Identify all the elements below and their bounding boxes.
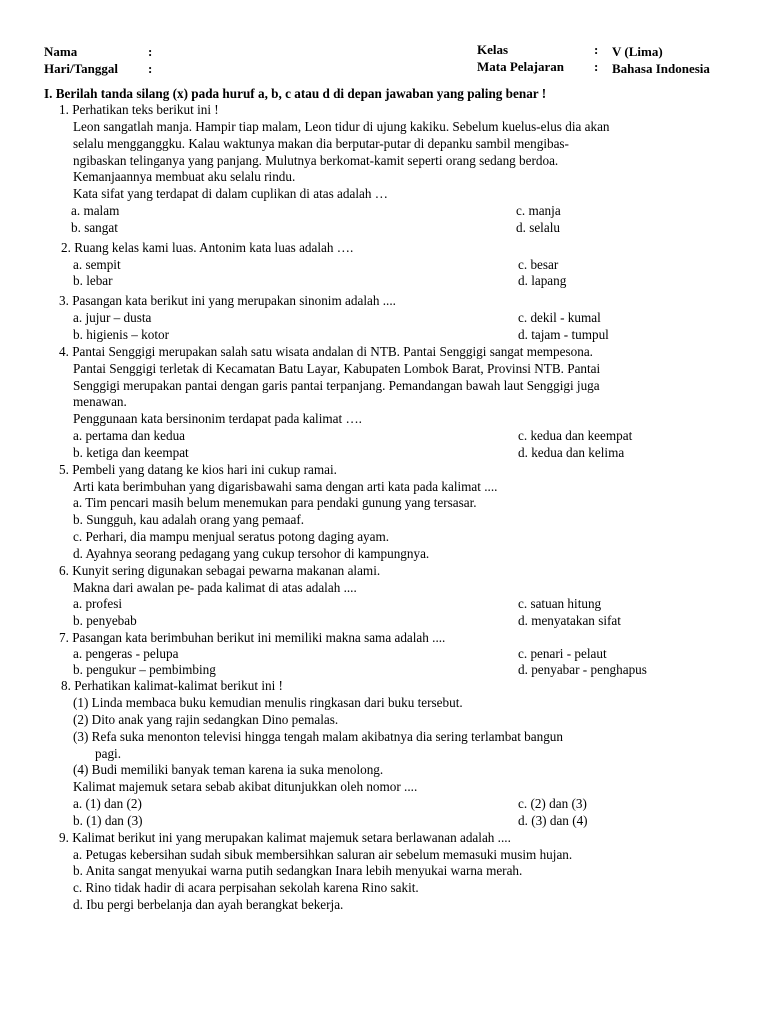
- question-8-prompt: Kalimat majemuk setara sebab akibat ditunjukkan oleh nomor ....: [73, 779, 418, 795]
- kelas-value: V (Lima): [612, 44, 663, 59]
- option-a[interactable]: a. malam: [71, 203, 120, 219]
- question-9: [44, 830, 744, 914]
- option-b[interactable]: b. Sungguh, kau adalah orang yang pemaaf.: [73, 512, 305, 528]
- option-a[interactable]: a. Petugas kebersihan sudah sibuk membersihkan saluran air sebelum memasuki musim hujan.: [73, 846, 573, 862]
- hari-tanggal-colon: :: [148, 61, 153, 76]
- mata-pelajaran-value: Bahasa Indonesia: [612, 61, 710, 76]
- option-c[interactable]: c. Perhari, dia mampu menjual seratus potong daging ayam.: [73, 529, 390, 545]
- question-8-sentence-3: (3) Refa suka menonton televisi hingga tengah malam akibatnya dia sering terlambat bangun: [73, 728, 563, 744]
- option-b[interactable]: b. penyebab: [73, 613, 137, 629]
- question-5: [44, 462, 744, 563]
- option-a[interactable]: a. profesi: [73, 596, 123, 612]
- hari-tanggal-label: Hari/Tanggal: [44, 61, 118, 76]
- question-4-passage-line: menawan.: [73, 394, 127, 410]
- option-a[interactable]: a. pertama dan kedua: [73, 428, 186, 444]
- option-c[interactable]: c. Rino tidak hadir di acara perpisahan sekolah karena Rino sakit.: [73, 880, 419, 896]
- option-a[interactable]: a. jujur – dusta: [73, 310, 152, 326]
- option-c[interactable]: c. satuan hitung: [518, 596, 602, 612]
- question-8-sentence-3-cont: pagi.: [95, 745, 122, 761]
- question-6-stem: 6. Kunyit sering digunakan sebagai pewarna makanan alami.: [59, 562, 381, 578]
- option-d[interactable]: d. Ibu pergi berbelanja dan ayah berangkat bekerja.: [73, 897, 344, 913]
- question-5-stem: 5. Pembeli yang datang ke kios hari ini cukup ramai.: [59, 461, 337, 477]
- question-1: [44, 102, 744, 237]
- question-2-stem: 2. Ruang kelas kami luas. Antonim kata luas adalah ….: [61, 239, 354, 255]
- option-d[interactable]: d. Ayahnya seorang pedagang yang cukup tersohor di kampungnya.: [73, 545, 430, 561]
- option-b[interactable]: b. Anita sangat menyukai warna putih sedangkan Inara lebih menyukai warna merah.: [73, 863, 523, 879]
- question-1-stem: 1. Perhatikan teks berikut ini !: [59, 102, 219, 117]
- mata-pelajaran-label: Mata Pelajaran: [477, 59, 565, 74]
- option-c[interactable]: c. besar: [518, 256, 559, 272]
- question-4-passage-line: Senggigi merupakan pantai dengan garis pantai terpanjang. Pemandangan bawah laut Senggigi juga: [73, 377, 600, 393]
- question-3-stem: 3. Pasangan kata berikut ini yang merupakan sinonim adalah ....: [59, 293, 396, 309]
- question-9-stem: 9. Kalimat berikut ini yang merupakan kalimat majemuk setara berlawanan adalah ....: [59, 829, 511, 845]
- question-1-passage-line: Leon sangatlah manja. Hampir tiap malam, Leon tidur di ujung kakiku. Sebelum kuelus-elus dia akan: [73, 118, 610, 134]
- question-1-passage-line: Kemanjaannya membuat aku selalu rindu.: [73, 169, 296, 185]
- option-b[interactable]: b. ketiga dan keempat: [73, 444, 189, 460]
- option-d[interactable]: d. menyatakan sifat: [518, 613, 621, 629]
- option-a[interactable]: a. Tim pencari masih belum menemukan para pendaki gunung yang tersasar.: [73, 495, 477, 511]
- option-b[interactable]: b. sangat: [71, 219, 118, 235]
- question-7: [44, 630, 744, 678]
- question-8: [44, 678, 744, 830]
- question-2: [44, 240, 744, 291]
- kelas-colon: :: [594, 42, 599, 57]
- option-d[interactable]: d. kedua dan kelima: [518, 444, 625, 460]
- question-4-passage-line: Pantai Senggigi terletak di Kecamatan Batu Layar, Kabupaten Lombok Barat, Provinsi NTB. Pantai: [73, 360, 601, 376]
- mata-pelajaran-colon: :: [594, 59, 599, 74]
- option-a[interactable]: a. pengeras - pelupa: [73, 645, 179, 661]
- question-1-passage-line: selalu mengganggku. Kalau waktunya makan dia berputar-putar di depanku sambil mengibas-: [73, 135, 569, 151]
- kelas-label: Kelas: [477, 42, 509, 57]
- option-b[interactable]: b. lebar: [73, 273, 113, 289]
- option-c[interactable]: c. (2) dan (3): [518, 796, 587, 812]
- question-8-sentence-2: (2) Dito anak yang rajin sedangkan Dino pemalas.: [73, 711, 339, 727]
- nama-label: Nama: [44, 44, 78, 59]
- question-8-sentence-4: (4) Budi memiliki banyak teman karena ia suka menolong.: [73, 762, 384, 778]
- option-b[interactable]: b. pengukur – pembimbing: [73, 662, 216, 678]
- question-1-prompt: Kata sifat yang terdapat di dalam cuplikan di atas adalah …: [73, 186, 388, 202]
- question-1-passage-line: ngibaskan telinganya yang panjang. Mulutnya berkomat-kamit seperti orang sedang berdoa.: [73, 152, 559, 168]
- question-4: [44, 344, 744, 462]
- question-5-prompt: Arti kata berimbuhan yang digarisbawahi sama dengan arti kata pada kalimat ....: [73, 478, 498, 494]
- option-d[interactable]: d. lapang: [518, 273, 567, 289]
- option-a[interactable]: a. (1) dan (2): [73, 796, 142, 812]
- nama-colon: :: [148, 44, 153, 59]
- question-3: [44, 293, 744, 344]
- option-b[interactable]: b. (1) dan (3): [73, 812, 143, 828]
- option-a[interactable]: a. sempit: [73, 256, 121, 272]
- option-c[interactable]: c. kedua dan keempat: [518, 428, 633, 444]
- option-c[interactable]: c. penari - pelaut: [518, 645, 607, 661]
- section-instruction: I. Berilah tanda silang (x) pada huruf a, b, c atau d di depan jawaban yang paling benar !: [44, 86, 547, 101]
- question-8-stem: 8. Perhatikan kalimat-kalimat berikut ini !: [61, 678, 283, 694]
- question-list: [44, 102, 744, 914]
- question-8-sentence-1: (1) Linda membaca buku kemudian menulis ringkasan dari buku tersebut.: [73, 695, 463, 710]
- option-d[interactable]: d. (3) dan (4): [518, 812, 588, 828]
- question-7-stem: 7. Pasangan kata berimbuhan berikut ini memiliki makna sama adalah ....: [59, 630, 446, 646]
- option-c[interactable]: c. dekil - kumal: [518, 310, 601, 326]
- option-d[interactable]: d. tajam - tumpul: [518, 326, 609, 342]
- question-4-prompt: Penggunaan kata bersinonim terdapat pada kalimat ….: [73, 411, 362, 427]
- question-6-prompt: Makna dari awalan pe- pada kalimat di atas adalah ....: [73, 579, 357, 595]
- question-4-stem: 4. Pantai Senggigi merupakan salah satu wisata andalan di NTB. Pantai Senggigi sangat mempesona.: [59, 343, 593, 359]
- option-c[interactable]: c. manja: [516, 203, 561, 219]
- question-6: [44, 563, 744, 630]
- option-d[interactable]: d. penyabar - penghapus: [518, 662, 647, 678]
- option-b[interactable]: b. higienis – kotor: [73, 326, 169, 342]
- option-d[interactable]: d. selalu: [516, 219, 560, 235]
